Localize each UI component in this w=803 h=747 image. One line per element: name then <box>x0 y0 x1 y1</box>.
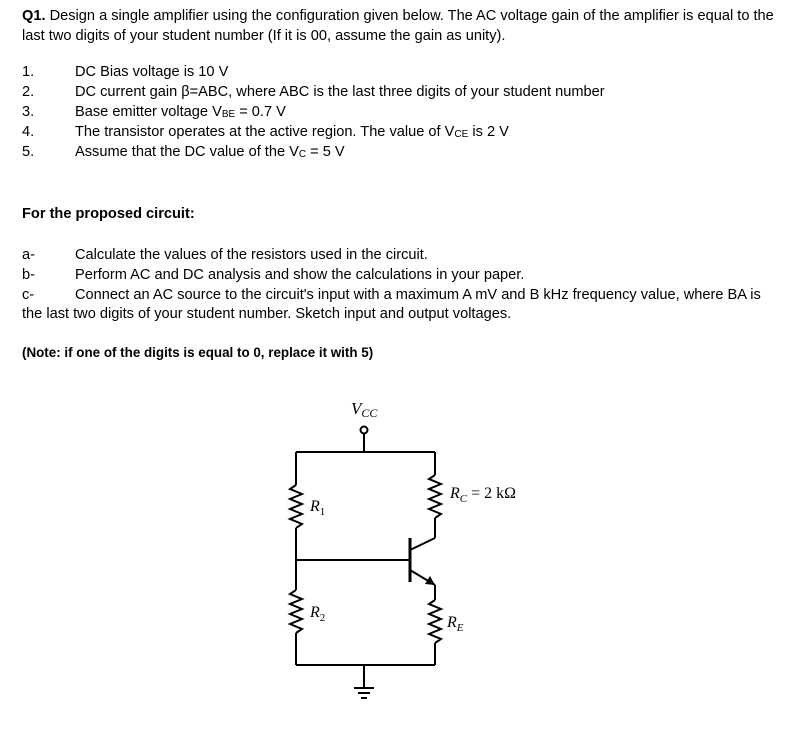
task-text: Connect an AC source to the circuit's input with a maximum A mV and B kHz frequency value, where BA is <box>75 287 761 303</box>
rc-label: $R_C = 2$ kΩ <box>450 485 517 505</box>
spec-text: DC current gain β=ABC, where ABC is the last three digits of your student number <box>75 84 605 100</box>
spec-text: Base emitter voltage $V_{BE} = 0.7$ V <box>75 104 286 120</box>
task-letter: b- <box>22 267 35 283</box>
spec-number: 4. <box>22 124 35 140</box>
task-continuation: the last two digits of your student number. Sketch input and output voltages. <box>22 306 512 322</box>
rc-resistor <box>429 475 441 518</box>
re-resistor <box>429 600 441 643</box>
amplifier-circuit-diagram <box>240 390 560 720</box>
vcc-label: VCC <box>351 399 378 420</box>
spec-text: DC Bias voltage is 10 V <box>75 64 229 80</box>
re-label: $R_E$ <box>447 614 464 634</box>
r1-resistor <box>290 485 302 528</box>
transistor-collector <box>410 538 435 550</box>
task-letter: a- <box>22 247 35 263</box>
spec-number: 2. <box>22 84 35 100</box>
spec-text: Assume that the DC value of the $V_C = 5$ V <box>75 144 345 160</box>
spec-number: 1. <box>22 64 35 80</box>
spec-number: 3. <box>22 104 35 120</box>
r2-label: $R_2$ <box>310 604 326 624</box>
proposed-heading: For the proposed circuit: <box>22 206 195 222</box>
vcc-terminal <box>361 427 368 434</box>
task-letter: c- <box>22 287 35 303</box>
spec-number: 5. <box>22 144 35 160</box>
task-text: Calculate the values of the resistors used in the circuit. <box>75 247 428 263</box>
question-text: Design a single amplifier using the configuration given below. The AC voltage gain of the amplifier is equal to the last two digits of your student number (If it is 00, assume the gain as unity). <box>22 8 774 44</box>
question-label: Q1. <box>22 8 46 24</box>
question-intro <box>22 6 792 46</box>
spec-text: The transistor operates at the active region. The value of $V_{CE}$ is 2 V <box>75 124 509 140</box>
r2-resistor <box>290 590 302 633</box>
r1-label: $R_1$ <box>310 498 326 518</box>
task-text: Perform AC and DC analysis and show the calculations in your paper. <box>75 267 525 283</box>
note: (Note: if one of the digits is equal to 0, replace it with 5) <box>22 345 374 360</box>
